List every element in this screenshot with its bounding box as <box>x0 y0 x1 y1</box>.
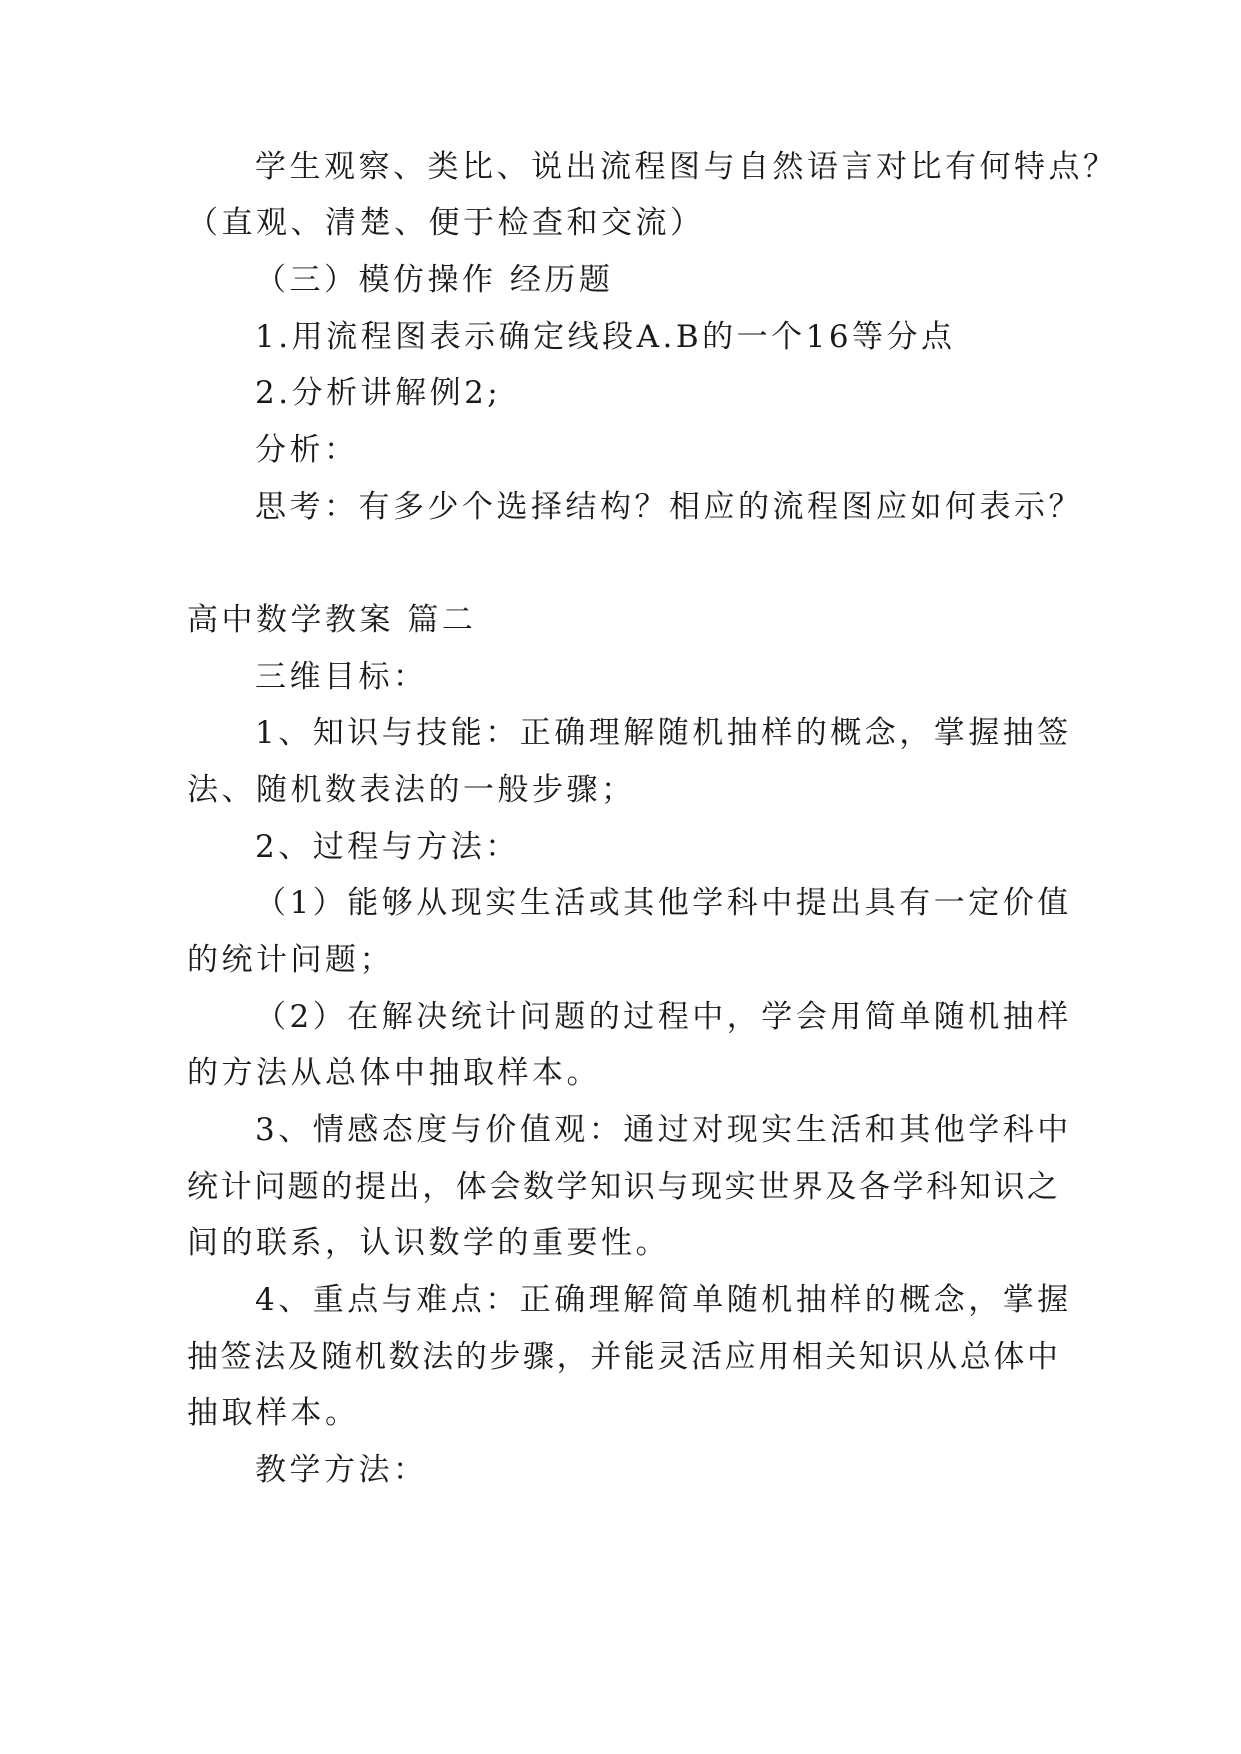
paragraph-line: 法、随机数表法的一般步骤； <box>187 772 636 808</box>
section-heading: 教学方法： <box>255 1452 428 1488</box>
page-title: 高中数学教案 篇二 <box>187 602 477 638</box>
list-item: 2.分析讲解例2; <box>255 375 502 411</box>
paragraph-line: 抽签法及随机数法的步骤，并能灵活应用相关知识从总体中 <box>187 1339 1061 1375</box>
paragraph-line: 三维目标： <box>255 659 428 695</box>
paragraph-line: （直观、清楚、便于检查和交流） <box>187 205 705 241</box>
paragraph-line: 4、重点与难点：正确理解简单随机抽样的概念，掌握 <box>255 1282 1072 1318</box>
paragraph-line: 的统计问题； <box>187 942 394 978</box>
list-item: 1.用流程图表示确定线段A.B的一个16等分点 <box>255 319 956 355</box>
paragraph-line: 间的联系，认识数学的重要性。 <box>187 1225 670 1261</box>
paragraph-line: 2、过程与方法： <box>255 829 520 865</box>
paragraph-line: （1）能够从现实生活或其他学科中提出具有一定价值 <box>255 885 1072 921</box>
paragraph-line: 1、知识与技能：正确理解随机抽样的概念，掌握抽签 <box>255 715 1072 751</box>
paragraph-line: 思考：有多少个选择结构？相应的流程图应如何表示？ <box>255 489 1083 525</box>
paragraph-line: （2）在解决统计问题的过程中，学会用简单随机抽样 <box>255 999 1072 1035</box>
paragraph-line: 抽取样本。 <box>187 1395 360 1431</box>
paragraph-line: 分析： <box>255 432 359 468</box>
paragraph-line: 学生观察、类比、说出流程图与自然语言对比有何特点？ <box>255 149 1118 185</box>
paragraph-line: 统计问题的提出，体会数学知识与现实世界及各学科知识之 <box>187 1169 1061 1205</box>
section-heading: （三）模仿操作 经历题 <box>255 262 614 298</box>
paragraph-line: 3、情感态度与价值观：通过对现实生活和其他学科中 <box>255 1112 1072 1148</box>
paragraph-line: 的方法从总体中抽取样本。 <box>187 1055 601 1091</box>
